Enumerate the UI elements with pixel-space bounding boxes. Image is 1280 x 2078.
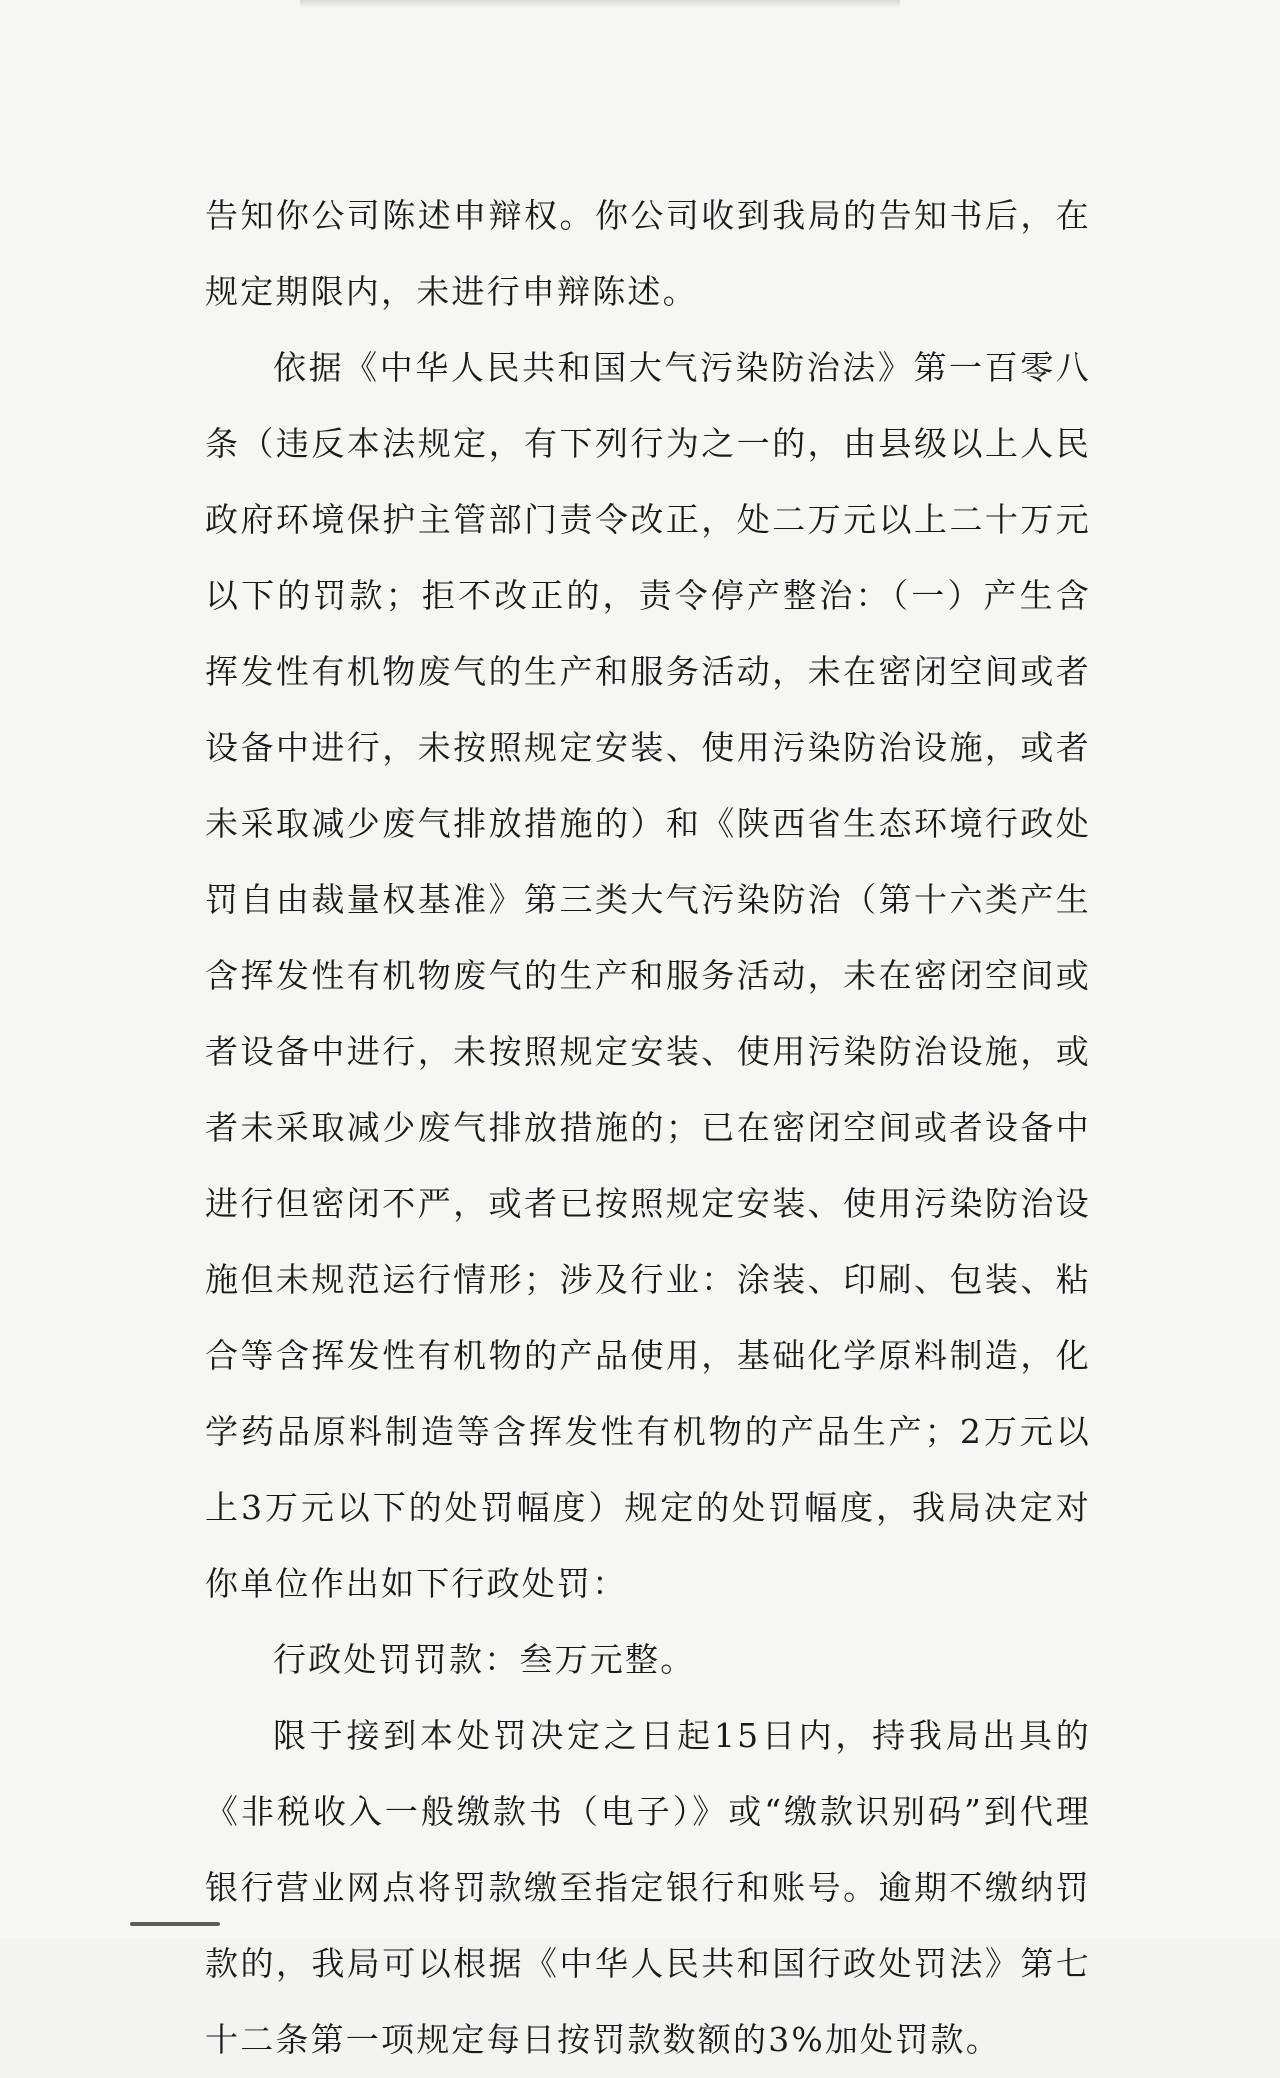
paragraph-payment-instructions: 限于接到本处罚决定之日起15日内，持我局出具的《非税收入一般缴款书（电子）》或“缴款识别码”到代理银行营业网点将罚款缴至指定银行和账号。逾期不缴纳罚款的，我局可以根据《中华人民共和国行政处罚法》第七十二条第一项规定每日按罚款数额的3%加处罚款。 <box>205 1716 1091 2059</box>
paragraph-legal-basis: 依据《中华人民共和国大气污染防治法》第一百零八条（违反本法规定，有下列行为之一的，由县级以上人民政府环境保护主管部门责令改正，处二万元以上二十万元以下的罚款；拒不改正的，责令停产整治：（一）产生含挥发性有机物废气的生产和服务活动，未在密闭空间或者设备中进行，未按照规定安装、使用污染防治设施，或者未采取减少废气排放措施的）和《陕西省生态环境行政处罚自由裁量权基准》第三类大气污染防治（第十六类产生含挥发性有机物废气的生产和服务活动，未在密闭空间或者设备中进行，未按照规定安装、使用污染防治设施，或者未采取减少废气排放措施的；已在密闭空间或者设备中进行但密闭不严，或者已按照规定安装、使用污染防治设施但未规范运行情形；涉及行业：涂装、印刷、包装、粘合等含挥发性有机物的产品使用，基础化学原料制造，化学药品原料制造等含挥发性有机物的产品生产；2万元以上3万元以下的处罚幅度）规定的处罚幅度，我局决定对你单位作出如下行政处罚： <box>205 348 1091 1603</box>
paragraph-penalty-amount: 行政处罚罚款：叁万元整。 <box>273 1640 696 1679</box>
scan-top-shadow <box>300 0 900 8</box>
paragraph-statement-rights: 告知你公司陈述申辩权。你公司收到我局的告知书后，在规定期限内，未进行申辩陈述。 <box>205 196 1091 311</box>
document-body <box>205 178 1091 2078</box>
scan-bottom-mark <box>130 1922 220 1926</box>
